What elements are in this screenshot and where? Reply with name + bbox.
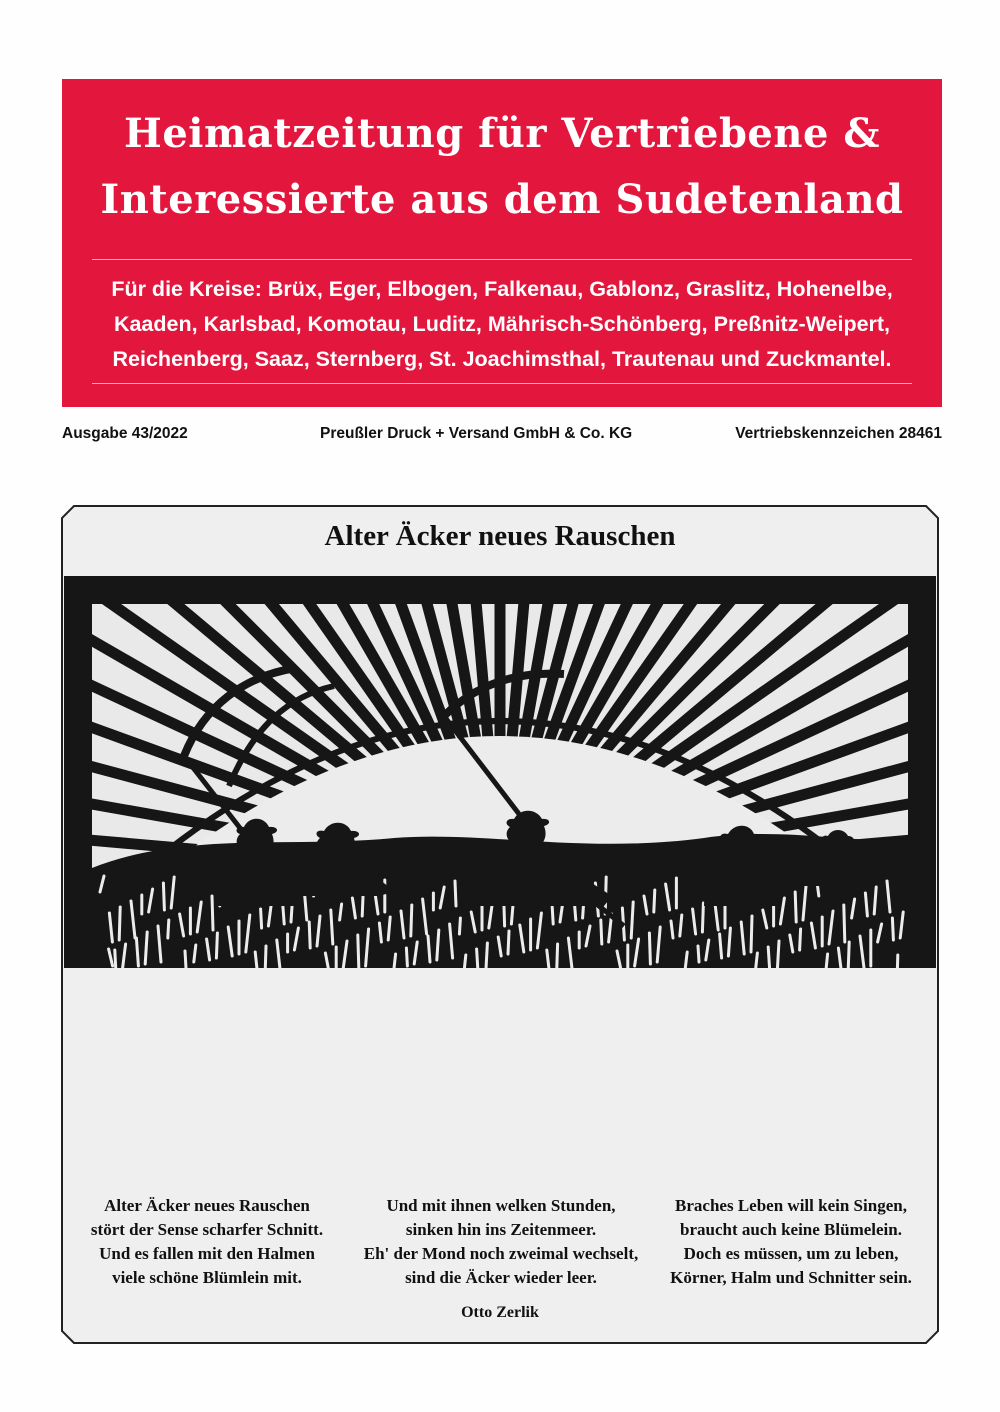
wheat-stalk: [865, 893, 867, 916]
masthead-divider-bottom: [92, 383, 912, 384]
wheat-stalk: [680, 915, 682, 936]
masthead-title-line-1: Heimatzeitung für Vertriebene &: [124, 110, 880, 157]
wheat-stalk: [145, 932, 147, 964]
wheat-stalk: [795, 892, 796, 922]
reapers-silhouette-artwork: [64, 576, 936, 968]
stanza-line: Körner, Halm und Schnitter sein.: [670, 1268, 912, 1287]
issue-info-line: [62, 425, 942, 449]
wheat-stalk: [358, 935, 359, 968]
district-line-2: Kaaden, Karlsbad, Komotau, Luditz, Mährisch-Schönberg, Preßnitz-Weipert,: [113, 312, 891, 336]
masthead-divider-top: [92, 259, 912, 260]
wheat-stalk: [115, 950, 116, 968]
wheat-stalk: [411, 905, 412, 936]
district-line-3: Reichenberg, Saaz, Sternberg, St. Joachimsthal, Trautenau und Zuckmantel.: [112, 347, 892, 371]
publisher-name: Preußler Druck + Versand GmbH & Co. KG: [320, 425, 633, 442]
stanza-line: Braches Leben will kein Singen,: [675, 1196, 907, 1215]
wheat-stalk: [631, 902, 633, 938]
poster-title: Alter Äcker neues Rauschen: [324, 520, 676, 552]
wheat-stalk: [459, 918, 460, 934]
wheat-stalk: [702, 903, 703, 932]
wheat-stalk: [261, 909, 262, 928]
wheat-stalk: [379, 923, 381, 942]
stanza-line: sind die Äcker wieder leer.: [405, 1268, 597, 1287]
masthead-banner: [62, 79, 942, 407]
wheat-stalk: [892, 918, 893, 940]
wheat-stalk: [826, 954, 828, 968]
wheat-stalk: [874, 887, 876, 914]
stanza-line: sinken hin ins Zeitenmeer.: [405, 1220, 597, 1239]
wheat-stalk: [777, 941, 779, 968]
masthead-title-line-2: Interessierte aus dem Sudetenland: [100, 176, 904, 223]
wheat-stalk: [168, 920, 169, 938]
wheat-stalk: [698, 946, 699, 962]
wheat-stalk: [897, 955, 898, 968]
stanza-1: [62, 1194, 352, 1290]
stanza-line: Und es fallen mit den Halmen: [99, 1244, 315, 1263]
wheat-stalk: [720, 934, 722, 958]
distribution-code: Vertriebskennzeichen 28461: [735, 425, 942, 442]
issue-number: Ausgabe 43/2022: [62, 425, 188, 442]
stanza-2: [356, 1194, 646, 1290]
wheat-stalk: [844, 905, 845, 942]
stanza-line: Alter Äcker neues Rauschen: [104, 1196, 310, 1215]
wheat-stalk: [485, 943, 487, 968]
wheat-stalk: [455, 881, 456, 906]
wheat-stalk: [649, 933, 650, 964]
wheat-stalk: [428, 936, 430, 962]
wheat-stalk: [848, 942, 849, 968]
wheat-stalk: [671, 921, 673, 938]
stanza-line: braucht auch keine Blümelein.: [680, 1220, 902, 1239]
wheat-stalk: [654, 890, 655, 912]
wheat-stalk: [388, 917, 390, 940]
wheat-stalk: [800, 929, 801, 950]
wheat-stalk: [751, 916, 752, 952]
wheat-stalk: [406, 948, 407, 966]
wheat-stalk: [136, 938, 138, 966]
wheat-stalk: [552, 907, 553, 924]
wheat-stalk: [309, 922, 310, 948]
poem-author: Otto Zerlik: [461, 1304, 539, 1321]
wheat-stalk: [340, 904, 342, 920]
poem-poster: [60, 504, 940, 1345]
district-list: [82, 272, 922, 377]
wheat-stalk: [216, 933, 217, 958]
wheat-stalk: [768, 947, 770, 968]
stanza-line: Und mit ihnen welken Stunden,: [386, 1196, 616, 1215]
wheat-stalk: [194, 945, 196, 962]
wheat-stalk: [119, 907, 120, 940]
wheat-stalk: [212, 896, 213, 930]
stanza-line: viele schöne Blümlein mit.: [112, 1268, 302, 1287]
wheat-stalk: [601, 920, 602, 944]
wheat-stalk: [728, 928, 730, 956]
stanza-line: Eh' der Mond noch zweimal wechselt,: [363, 1244, 639, 1263]
wheat-stalk: [557, 944, 558, 968]
stanza-line: stört der Sense scharfer Schnitt.: [90, 1220, 324, 1239]
district-line-1: Für die Kreise: Brüx, Eger, Elbogen, Falkenau, Gablonz, Graslitz, Hohenelbe,: [111, 277, 893, 301]
stanza-3: [646, 1194, 936, 1290]
wheat-stalk: [508, 931, 509, 954]
wheat-stalk: [163, 883, 164, 910]
stanza-line: Doch es müssen, um zu leben,: [683, 1244, 899, 1263]
wheat-stalk: [331, 910, 333, 944]
wheat-stalk: [265, 946, 266, 968]
wheat-stalk: [437, 930, 439, 960]
